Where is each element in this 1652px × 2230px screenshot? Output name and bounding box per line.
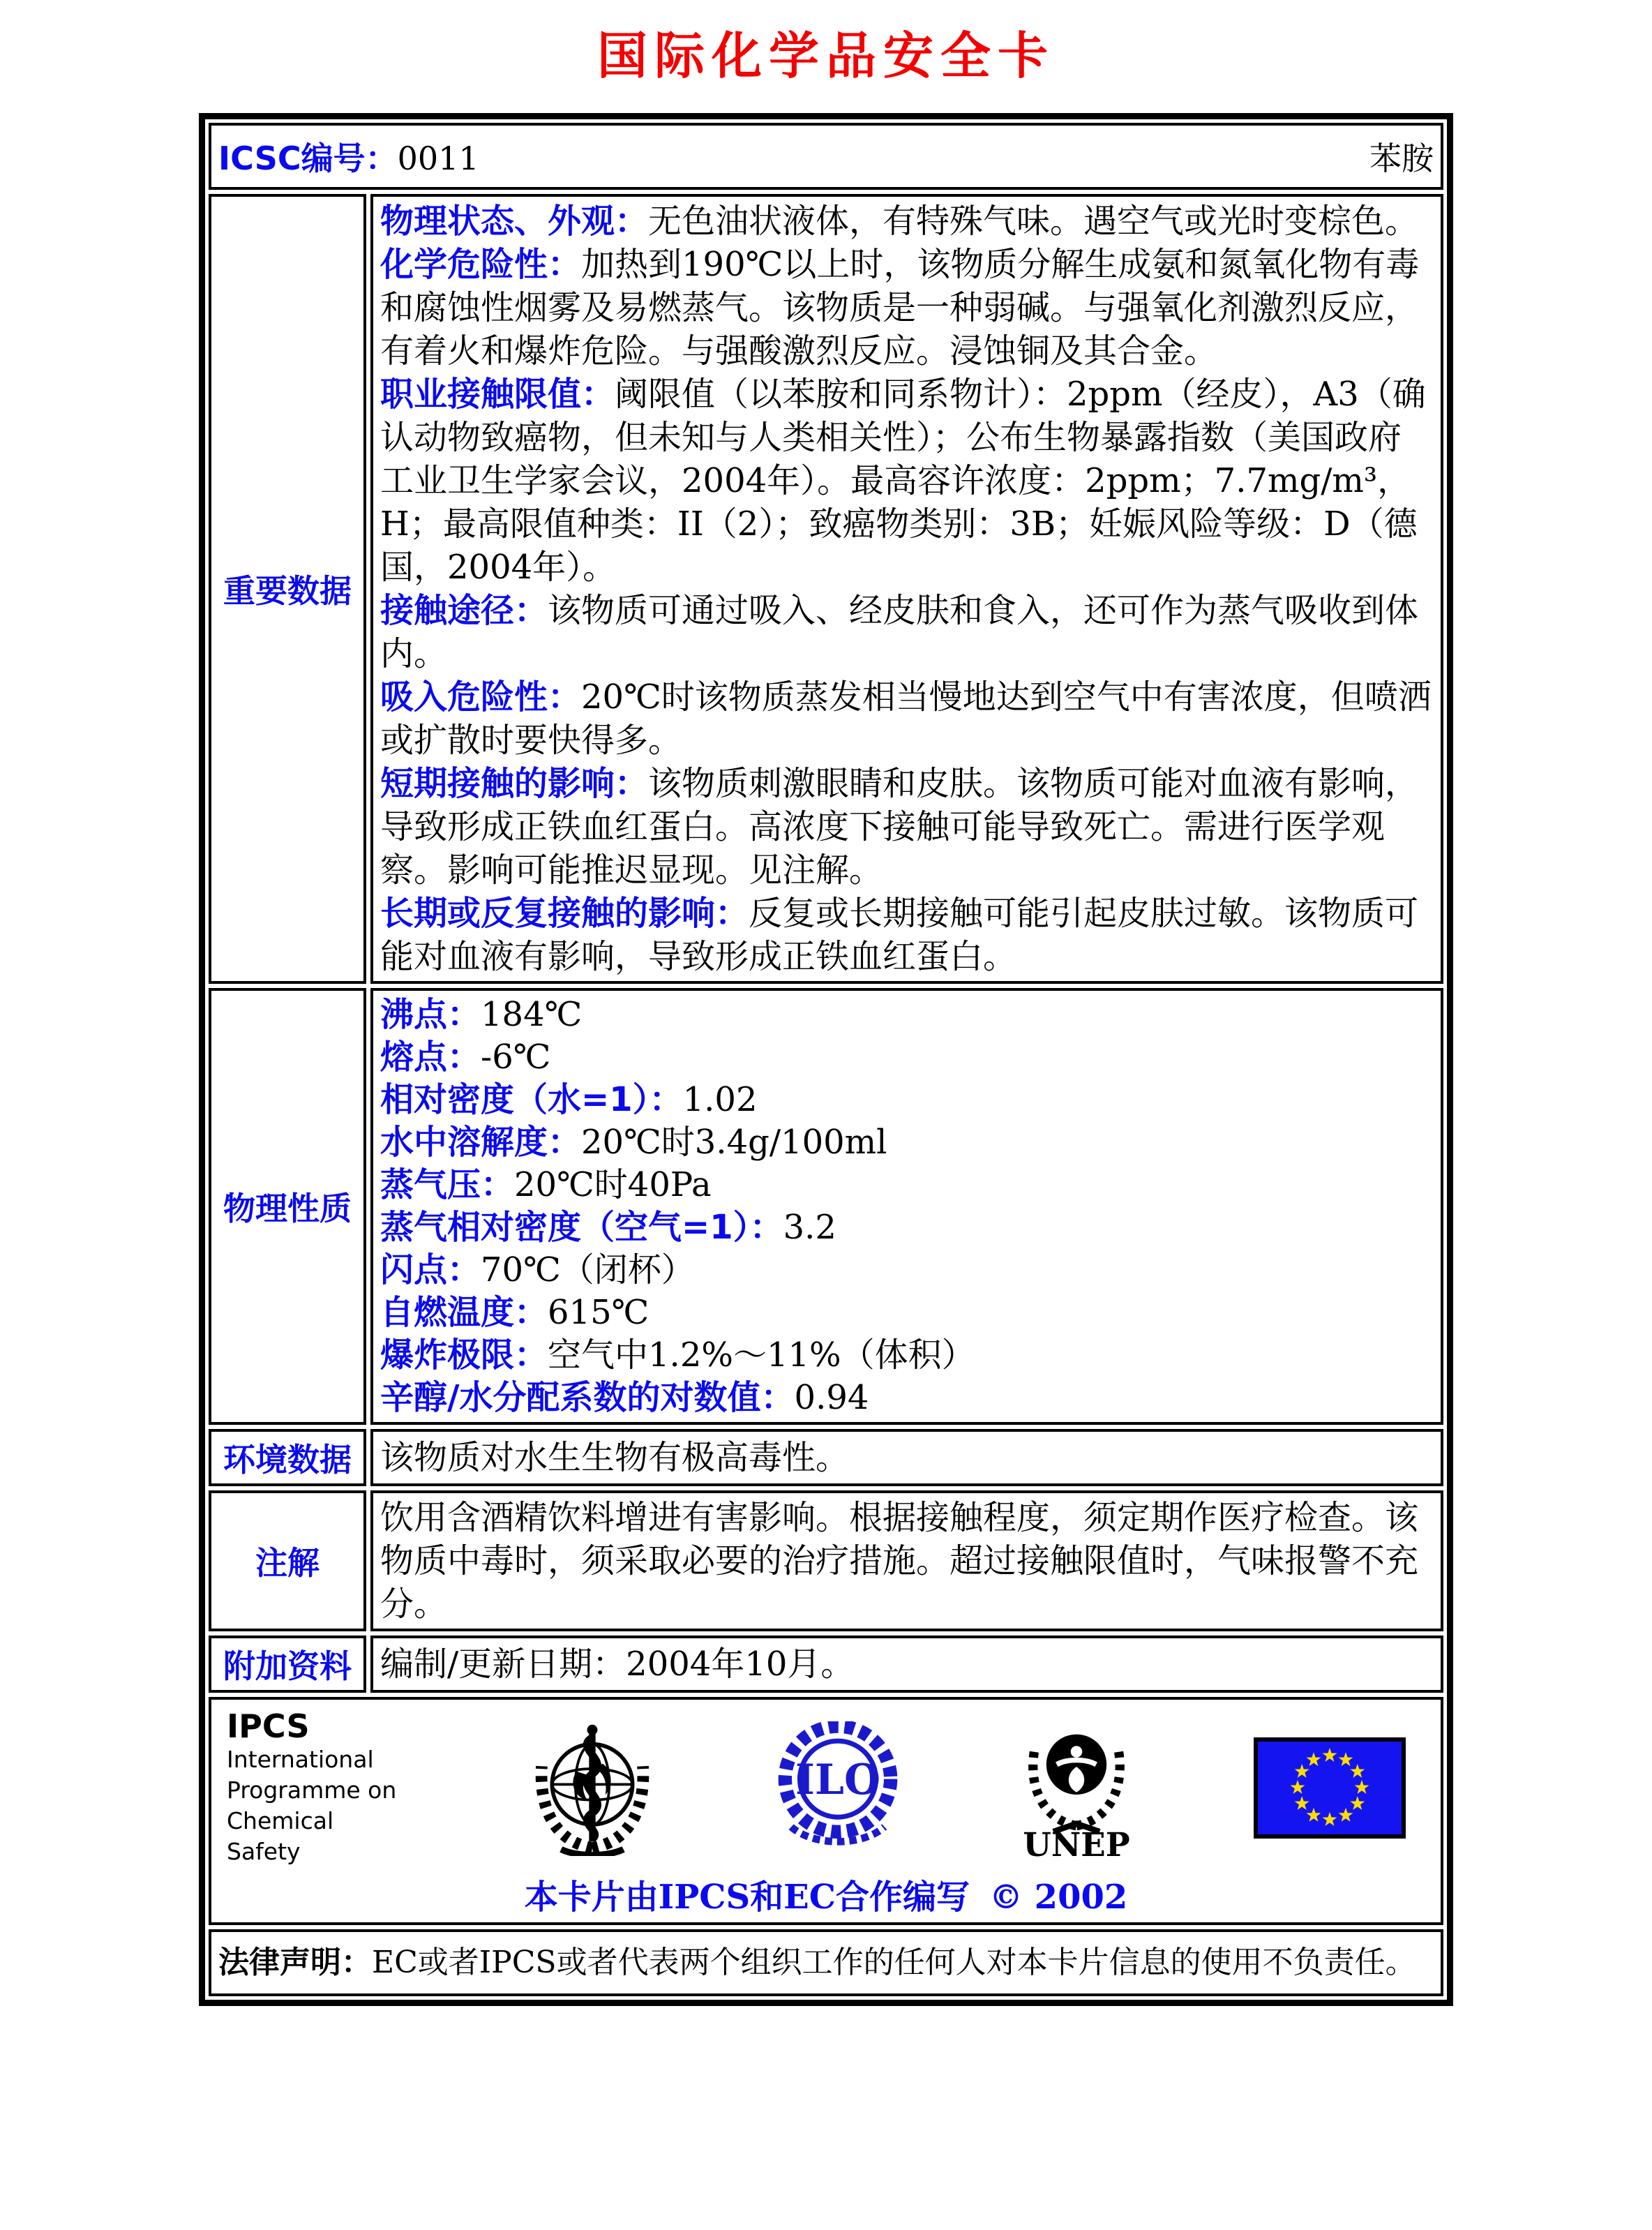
who-icon (527, 1719, 657, 1856)
property-line (380, 1164, 1434, 1206)
property-line (380, 1334, 1434, 1377)
important-entry (380, 200, 1434, 243)
field-value: 1.02 (682, 1080, 758, 1119)
property-line (380, 1377, 1434, 1419)
chemical-name: 苯胺 (1369, 140, 1434, 177)
field-label: 闪点： (380, 1250, 481, 1289)
field-label: 熔点： (380, 1038, 481, 1077)
field-value: 3.2 (783, 1208, 836, 1247)
field-label: 相对密度（水=1）： (380, 1080, 683, 1119)
notes-row (209, 1490, 1443, 1631)
section-label-physical-properties: 物理性质 (209, 988, 366, 1425)
section-label-environmental-data: 环境数据 (209, 1429, 366, 1486)
field-value: 空气中1.2%～11%（体积） (548, 1335, 975, 1375)
field-value: 615℃ (548, 1293, 649, 1332)
property-line (380, 1079, 1434, 1121)
legal-label: 法律声明： (218, 1945, 372, 1980)
footer-caption (216, 1870, 1436, 1918)
field-label: 吸入危险性： (380, 678, 582, 717)
field-label: 沸点： (380, 995, 481, 1034)
header-row (209, 123, 1443, 190)
field-value: 加热到190℃以上时，该物质分解生成氨和氮氧化物有毒和腐蚀性烟雾及易燃蒸气。该物质是一种弱碱。与强氧化剂激烈反应，有着火和爆炸危险。与强酸激烈反应。浸蚀铜及其合金。 (380, 245, 1420, 371)
environmental-data-text: 该物质对水生生物有极高毒性。 (380, 1438, 850, 1477)
icsc-card (199, 113, 1453, 2006)
notes-text: 饮用含酒精饮料增进有害影响。根据接触程度，须定期作医疗检查。该物质中毒时，须采取必要的治疗措施。超过接触限值时，气味报警不充分。 (380, 1498, 1419, 1624)
field-value: 该物质可通过吸入、经皮肤和食入，还可作为蒸气吸收到体内。 (380, 591, 1419, 673)
unep-icon (1019, 1716, 1134, 1859)
important-data-content (370, 194, 1443, 984)
logo-strip (216, 1705, 1436, 1867)
important-entry (380, 589, 1434, 675)
section-label-notes: 注解 (209, 1490, 366, 1631)
footer-cell (209, 1697, 1443, 1925)
additional-info-text: 编制/更新日期：2004年10月。 (380, 1645, 855, 1684)
field-label: 物理状态、外观： (380, 202, 649, 241)
field-label: 爆炸极限： (380, 1335, 548, 1375)
field-value: -6℃ (481, 1038, 551, 1077)
ilo-icon (776, 1721, 899, 1854)
field-value: 20℃时3.4g/100ml (581, 1123, 887, 1162)
field-label: 水中溶解度： (380, 1123, 582, 1162)
section-label-additional-info: 附加资料 (209, 1636, 366, 1693)
property-line (380, 1292, 1434, 1334)
property-line (380, 1249, 1434, 1292)
field-value: 184℃ (481, 995, 583, 1034)
property-line (380, 1206, 1434, 1249)
ipcs-line: Chemical Safety (227, 1807, 334, 1865)
field-label: 职业接触限值： (380, 375, 615, 414)
field-value: 阈限值（以苯胺和同系物计）：2ppm（经皮），A3（确认动物致癌物，但未知与人类相关性）；公布生物暴露指数（美国政府工业卫生学家会议，2004年）。最高容许浓度：2ppm；7.7mg/m³，H；最高限值种类：II（2）；致癌物类别：3B；妊娠风险等级：D（德国，2004年）。 (380, 375, 1426, 587)
legal-line (218, 1943, 1416, 1983)
legal-text: EC或者IPCS或者代表两个组织工作的任何人对本卡片信息的使用不负责任。 (372, 1945, 1416, 1980)
field-value: 该物质刺激眼睛和皮肤。该物质可能对血液有影响，导致形成正铁血红蛋白。高浓度下接触可能导致死亡。需进行医学观察。影响可能推迟显现。见注解。 (380, 764, 1419, 890)
important-entry (380, 373, 1434, 589)
environmental-data-row (209, 1429, 1443, 1486)
physical-properties-row (209, 988, 1443, 1425)
important-entry (380, 892, 1434, 978)
icsc-number-value: 0011 (397, 140, 479, 177)
notes-content (370, 1490, 1443, 1631)
property-line (380, 1036, 1434, 1079)
footer-copyright: © 2002 (989, 1878, 1128, 1917)
ipcs-block (227, 1708, 408, 1867)
field-label: 辛醇/水分配系数的对数值： (380, 1378, 795, 1417)
important-entry (380, 675, 1434, 762)
property-line (380, 994, 1434, 1036)
property-line (380, 1121, 1434, 1164)
page-title: 国际化学品安全卡 (596, 26, 1055, 85)
eu-flag-icon (1254, 1737, 1406, 1839)
field-value: 20℃时该物质蒸发相当慢地达到空气中有害浓度，但喷洒或扩散时要快得多。 (380, 678, 1432, 760)
svg-text:ILO: ILO (795, 1755, 881, 1804)
field-label: 自燃温度： (380, 1293, 548, 1332)
field-label: 接触途径： (380, 591, 548, 630)
icsc-number-group (218, 133, 479, 179)
legal-cell (209, 1929, 1443, 1996)
important-entry (380, 243, 1434, 373)
field-value: 20℃时40Pa (514, 1165, 712, 1204)
legal-row (209, 1929, 1443, 1996)
field-label: 化学危险性： (380, 245, 582, 284)
important-data-row (209, 194, 1443, 984)
svg-text:UNEP: UNEP (1023, 1825, 1130, 1859)
field-value: 反复或长期接触可能引起皮肤过敏。该物质可能对血液有影响，导致形成正铁血红蛋白。 (380, 894, 1419, 976)
ipcs-title: IPCS (227, 1707, 310, 1745)
physical-properties-content (370, 988, 1443, 1425)
field-label: 短期接触的影响： (380, 764, 649, 803)
section-label-important-data: 重要数据 (209, 194, 366, 984)
field-value: 0.94 (794, 1378, 869, 1417)
important-entry (380, 762, 1434, 892)
field-value: 70℃（闭杯） (481, 1250, 695, 1289)
additional-info-row (209, 1636, 1443, 1693)
environmental-data-content (370, 1429, 1443, 1486)
field-label: 蒸气压： (380, 1165, 515, 1204)
additional-info-content (370, 1636, 1443, 1693)
ipcs-line: International (227, 1746, 374, 1773)
field-label: 长期或反复接触的影响： (380, 894, 749, 933)
field-label: 蒸气相对密度（空气=1）： (380, 1208, 783, 1247)
field-value: 无色油状液体，有特殊气味。遇空气或光时变棕色。 (648, 202, 1419, 241)
header-cell (209, 123, 1443, 190)
icsc-number-label: ICSC编号： (218, 140, 398, 177)
footer-caption-text: 本卡片由IPCS和EC合作编写 (524, 1878, 970, 1917)
ipcs-line: Programme on (227, 1776, 397, 1804)
footer-row (209, 1697, 1443, 1925)
